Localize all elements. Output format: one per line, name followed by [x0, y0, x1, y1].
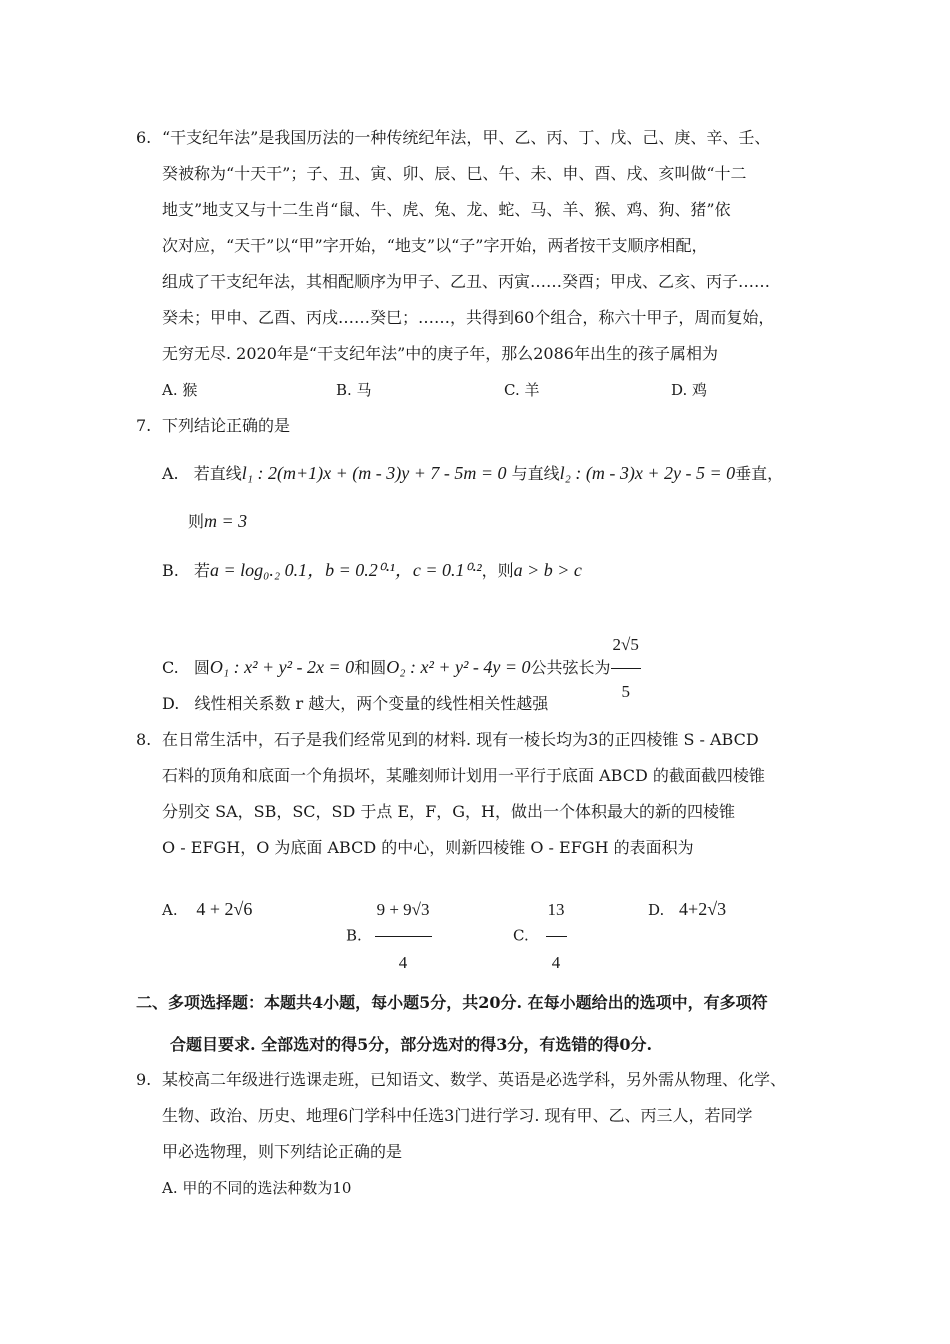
q7-d-text: 线性相关系数 r 越大，两个变量的线性相关性越强	[194, 694, 549, 713]
q8-b-num: 9 + 9√3	[375, 884, 432, 937]
q7-option-a	[162, 462, 783, 485]
q7-c-frac-num: 2√5	[611, 622, 641, 669]
q7-a-text1: 若直线	[193, 464, 242, 483]
q7-a-text2: 与直线	[511, 464, 560, 483]
q6-line-7: 无穷无尽. 2020年是“干支纪年法”中的庚子年，那么2086年出生的孩子属相为	[162, 344, 718, 363]
q9-line-1: 某校高二年级进行选课走班，已知语文、数学、英语是必选学科，另外需从物理、化学、	[162, 1070, 787, 1089]
q7-d-label: D.	[162, 694, 180, 713]
q7-b-math2: a > b > c	[513, 560, 582, 580]
q8-b-fraction	[375, 884, 432, 989]
q8-d-value: 4+2√3	[679, 899, 727, 919]
q8-line-3: 分别交 SA，SB，SC，SD 于点 E，F，G，H，做出一个体积最大的新的四棱锥	[162, 802, 736, 821]
q6-line-1: “干支纪年法”是我国历法的一种传统纪年法，甲、乙、丙、丁、戊、己、庚、辛、壬、	[162, 128, 771, 147]
q7-option-d	[162, 693, 548, 715]
q6-option-a: A. 猴	[162, 381, 198, 399]
q8-option-a	[162, 898, 252, 921]
q6-line-4: 次对应，“天干”以“甲”字开始，“地支”以“子”字开始，两者按干支顺序相配，	[162, 236, 708, 255]
q8-line-4: O - EFGH，O 为底面 ABCD 的中心，则新四棱锥 O - EFGH 的表面积为	[162, 838, 694, 857]
q7-b-text2: ，则	[481, 561, 514, 580]
q9-line-2: 生物、政治、历史、地理6门学科中任选3门进行学习. 现有甲、乙、丙三人，若同学	[162, 1106, 753, 1125]
q8-c-label: C.	[513, 926, 529, 945]
q7-a-cont-math: m = 3	[204, 511, 248, 531]
q8-line-2: 石料的顶角和底面一个角损坏，某雕刻师计划用一平行于底面 ABCD 的截面截四棱锥	[162, 766, 765, 785]
q6-option-c: C. 羊	[504, 381, 540, 399]
q7-c-label: C.	[162, 658, 179, 677]
q7-b-math: a = log₀.₂ 0.1，b = 0.2⁰·¹，c = 0.1⁰·²	[209, 560, 482, 580]
q8-line-1: 在日常生活中，石子是我们经常见到的材料. 现有一棱长均为3的正四棱锥 S - ABCD	[162, 730, 759, 749]
q6-line-2: 癸被称为“十天干”；子、丑、寅、卯、辰、巳、午、未、申、酉、戌、亥叫做“十二	[162, 164, 747, 183]
q8-option-c	[513, 884, 567, 989]
q8-c-fraction	[546, 884, 567, 989]
q7-a-math1: l₁ : 2(m+1)x + (m - 3)y + 7 - 5m = 0	[241, 463, 507, 483]
q7-option-a-cont	[188, 510, 247, 533]
q7-b-text1: 若	[193, 561, 210, 580]
q8-b-label: B.	[346, 926, 362, 945]
q7-a-label: A.	[162, 464, 179, 483]
q6-line-5: 组成了干支纪年法，其相配顺序为甲子、乙丑、丙寅……癸酉；甲戌、乙亥、丙子……	[162, 272, 771, 291]
q7-c-math2: O₂ : x² + y² - 4y = 0	[386, 657, 531, 677]
q7-a-math2: l₂ : (m - 3)x + 2y - 5 = 0	[559, 463, 736, 483]
q8-number: 8.	[136, 730, 152, 749]
section2-heading-line-2: 合题目要求. 全部选对的得5分，部分选对的得3分，有选错的得0分.	[170, 1035, 653, 1054]
q7-c-math1: O₁ : x² + y² - 2x = 0	[209, 657, 355, 677]
q7-c-fraction	[611, 622, 641, 715]
q6-option-b: B. 马	[336, 381, 372, 399]
q7-stem: 下列结论正确的是	[162, 416, 291, 435]
q6-line-6: 癸未；甲申、乙酉、丙戌……癸巳；……，共得到60个组合，称六十甲子，周而复始，	[162, 308, 775, 327]
q6-option-d: D. 鸡	[671, 381, 708, 399]
q8-option-d	[648, 898, 726, 921]
q7-c-text1: 圆	[193, 658, 210, 677]
q7-option-b	[162, 559, 582, 582]
q7-number: 7.	[136, 416, 152, 435]
q8-option-b	[346, 884, 432, 989]
q8-c-den: 4	[551, 953, 561, 972]
q8-d-label: D.	[648, 901, 665, 919]
q7-a-cont-text: 则	[188, 512, 205, 531]
q8-c-num: 13	[546, 884, 567, 937]
q6-number: 6.	[136, 128, 152, 147]
q7-c-text3: 公共弦长为	[530, 658, 611, 677]
q6-line-3: 地支”地支又与十二生肖“鼠、牛、虎、兔、龙、蛇、马、羊、猴、鸡、狗、猪”依	[162, 200, 731, 219]
section2-heading-line-1: 二、多项选择题：本题共4小题，每小题5分，共20分. 在每小题给出的选项中，有多项符	[136, 993, 768, 1012]
q8-a-label: A.	[162, 901, 178, 919]
q7-c-text2: 和圆	[354, 658, 387, 677]
q8-a-value: 4 + 2√6	[196, 899, 253, 919]
q9-line-3: 甲必选物理，则下列结论正确的是	[162, 1142, 403, 1161]
q7-c-frac-den: 5	[621, 682, 630, 701]
q7-b-label: B.	[162, 561, 179, 580]
q9-option-a: A. 甲的不同的选法种数为10	[162, 1179, 352, 1197]
q8-b-den: 4	[398, 953, 408, 972]
q7-a-text3: 垂直，	[735, 464, 784, 483]
q9-number: 9.	[136, 1070, 152, 1089]
